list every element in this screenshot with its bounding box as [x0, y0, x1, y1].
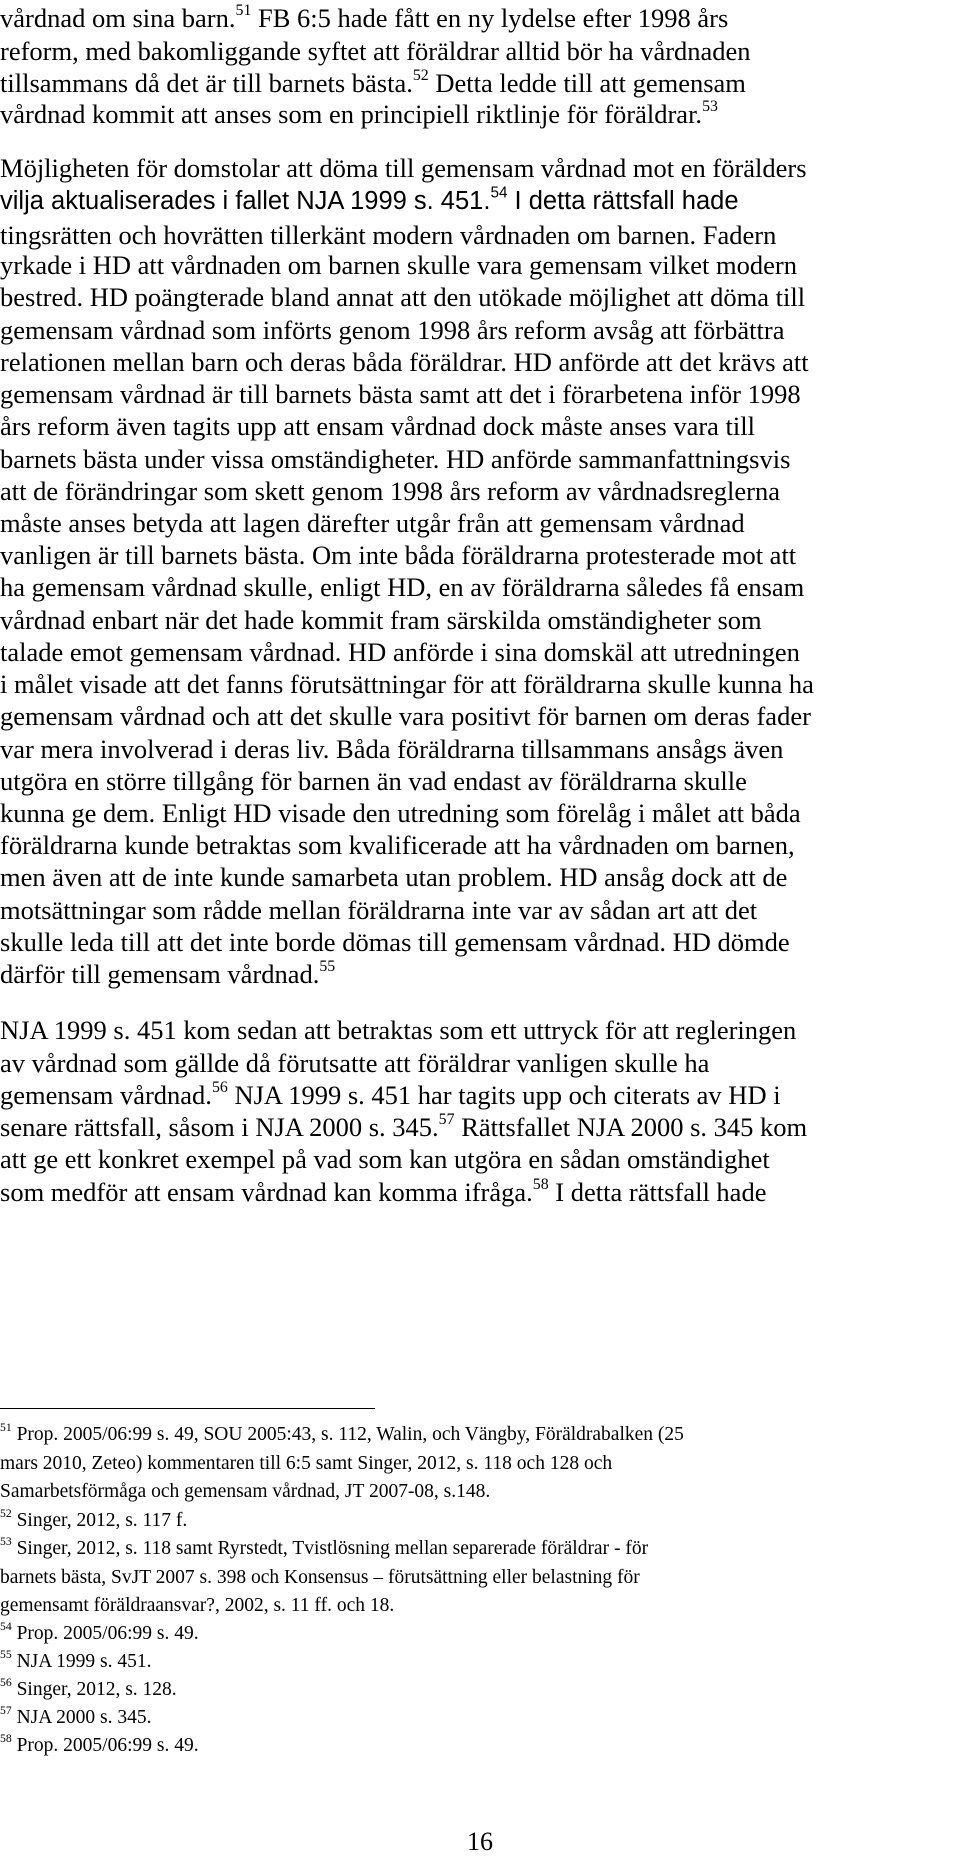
- body-line: skulle leda till att det inte borde dömas till gemensam vårdnad. HD dömde: [0, 927, 790, 957]
- body-line: kunna ge dem. Enligt HD visade den utredning som förelåg i målet att båda: [0, 798, 801, 828]
- footnote-number: 56: [0, 1676, 12, 1690]
- footnote-number: 53: [0, 1535, 12, 1549]
- text-run: NJA 1999 s. 451 har tagits upp och citerats av HD i: [227, 1080, 781, 1110]
- footnote-57: [0, 1705, 151, 1730]
- body-line: [0, 956, 335, 992]
- footnote-text: Singer, 2012, s. 117 f.: [11, 1510, 188, 1531]
- footnote-number: 51: [0, 1421, 12, 1435]
- footnote-number: 57: [0, 1704, 12, 1718]
- text-run: vårdnad om sina barn.: [0, 3, 236, 33]
- footnote-text: NJA 1999 s. 451.: [11, 1651, 152, 1672]
- footnote-52: [0, 1508, 187, 1533]
- footnote-53: [0, 1536, 648, 1561]
- body-line: NJA 1999 s. 451 kom sedan att betraktas som ett uttryck för att regleringen: [0, 1015, 797, 1045]
- footnote-58: [0, 1733, 199, 1758]
- footnote-ref-51[interactable]: 51: [235, 2, 252, 20]
- footnote-separator: [0, 1408, 375, 1409]
- footnote-text: Singer, 2012, s. 118 samt Ryrstedt, Tvistlösning mellan separerade föräldrar - för: [11, 1538, 649, 1559]
- body-line: av vårdnad som gällde då förutsatte att föräldrar vanligen skulle ha: [0, 1048, 710, 1078]
- body-line: gemensam vårdnad och att det skulle vara positivt för barnen om deras fader: [0, 701, 811, 731]
- body-line: att ge ett konkret exempel på vad som kan utgöra en sådan omständighet: [0, 1144, 770, 1174]
- body-line: [0, 0, 728, 36]
- footnote-line: barnets bästa, SvJT 2007 s. 398 och Konsensus – förutsättning eller belastning för: [0, 1567, 640, 1588]
- body-line: måste anses betyda att lagen därefter utgår från att gemensam vårdnad: [0, 508, 745, 538]
- footnote-ref-56[interactable]: 56: [211, 1079, 228, 1097]
- text-run: vårdnad kommit att anses som en principiell riktlinje för föräldrar.: [0, 99, 703, 129]
- body-line: vårdnad enbart när det hade kommit fram särskilda omständigheter som: [0, 605, 762, 635]
- body-line: [0, 1109, 807, 1145]
- footnote-ref-58[interactable]: 58: [532, 1176, 549, 1194]
- body-line: Möjligheten för domstolar att döma till gemensam vårdnad mot en förälders: [0, 153, 807, 183]
- body-line: års reform även tagits upp att ensam vårdnad dock måste anses vara till: [0, 411, 755, 441]
- text-run: gemensam vårdnad.: [0, 1080, 212, 1110]
- footnote-line: Samarbetsförmåga och gemensam vårdnad, JT 2007-08, s.148.: [0, 1481, 491, 1502]
- body-line: reform, med bakomliggande syftet att föräldrar alltid bör ha vårdnaden: [0, 36, 751, 66]
- footnote-54: [0, 1621, 199, 1646]
- body-line: var mera involverad i deras liv. Båda föräldrarna tillsammans ansågs även: [0, 734, 784, 764]
- footnote-number: 52: [0, 1507, 12, 1521]
- footnote-51: [0, 1422, 684, 1447]
- footnote-line: mars 2010, Zeteo) kommentaren till 6:5 samt Singer, 2012, s. 118 och 128 och: [0, 1453, 613, 1474]
- footnote-line: gemensamt föräldraansvar?, 2002, s. 11 ff. och 18.: [0, 1595, 395, 1616]
- body-line: tingsrätten och hovrätten tillerkänt modern vårdnaden om barnen. Fadern: [0, 220, 777, 250]
- body-line: [0, 1077, 781, 1113]
- body-line: relationen mellan barn och deras båda föräldrar. HD anförde att det krävs att: [0, 347, 809, 377]
- body-line: barnets bästa under vissa omständigheter. HD anförde sammanfattningsvis: [0, 444, 791, 474]
- body-line: motsättningar som rådde mellan föräldrarna inte var av sådan art att det: [0, 895, 758, 925]
- body-line: att de förändringar som skett genom 1998 års reform av vårdnadsreglerna: [0, 476, 781, 506]
- footnote-text: Prop. 2005/06:99 s. 49.: [11, 1623, 199, 1644]
- body-line: vanligen är till barnets bästa. Om inte båda föräldrarna protesterade mot att: [0, 540, 797, 570]
- page-number: 16: [467, 1827, 493, 1856]
- text-run: som medför att ensam vårdnad kan komma ifråga.: [0, 1177, 533, 1207]
- body-line: i målet visade att det fanns förutsättningar för att föräldrarna skulle kunna ha: [0, 669, 814, 699]
- text-run: Rättsfallet NJA 2000 s. 345 kom: [454, 1112, 808, 1142]
- body-line: talade emot gemensam vårdnad. HD anförde i sina domskäl att utredningen: [0, 637, 800, 667]
- footnote-ref-52[interactable]: 52: [412, 67, 429, 85]
- body-line: [0, 183, 739, 219]
- text-run: I detta rättsfall hade: [548, 1177, 767, 1207]
- body-line: men även att de inte kunde samarbeta utan problem. HD ansåg dock att de: [0, 862, 788, 892]
- body-line: gemensam vårdnad är till barnets bästa samt att det i förarbetena inför 1998: [0, 379, 801, 409]
- footnote-number: 58: [0, 1732, 12, 1746]
- body-line: utgöra en större tillgång för barnen än vad endast av föräldrarna skulle: [0, 766, 747, 796]
- footnote-text: NJA 2000 s. 345.: [11, 1707, 152, 1728]
- footnote-ref-54[interactable]: 54: [490, 184, 508, 202]
- body-line: [0, 1174, 766, 1210]
- text-run: vilja aktualiserades i fallet NJA 1999 s. 451.: [0, 187, 491, 215]
- footnote-text: Singer, 2012, s. 128.: [11, 1679, 177, 1700]
- body-line: bestred. HD poängterade bland annat att den utökade möjlighet att döma till: [0, 282, 806, 312]
- footnote-55: [0, 1649, 151, 1674]
- text-run: I detta rättsfall hade: [507, 187, 739, 215]
- footnote-text: Prop. 2005/06:99 s. 49.: [11, 1735, 199, 1756]
- body-line: [0, 96, 718, 132]
- footnote-number: 54: [0, 1620, 12, 1634]
- body-line: yrkade i HD att vårdnaden om barnen skulle vara gemensam vilket modern: [0, 250, 797, 280]
- footnote-ref-53[interactable]: 53: [702, 98, 718, 116]
- footnote-56: [0, 1677, 177, 1702]
- footnote-text: Prop. 2005/06:99 s. 49, SOU 2005:43, s. 112, Walin, och Vängby, Föräldrabalken (25: [11, 1424, 684, 1445]
- text-run: därför till gemensam vårdnad.: [0, 959, 320, 989]
- body-line: föräldrarna kunde betraktas som kvalificerade att ha vårdnaden om barnen,: [0, 830, 795, 860]
- text-run: FB 6:5 hade fått en ny lydelse efter 1998 års: [251, 3, 729, 33]
- text-run: tillsammans då det är till barnets bästa.: [0, 68, 413, 98]
- footnote-number: 55: [0, 1648, 12, 1662]
- footnote-ref-55[interactable]: 55: [319, 958, 336, 976]
- text-run: Detta ledde till att gemensam: [428, 68, 746, 98]
- footnote-ref-57[interactable]: 57: [438, 1111, 455, 1129]
- body-line: ha gemensam vårdnad skulle, enligt HD, en av föräldrarna således få ensam: [0, 572, 805, 602]
- body-line: gemensam vårdnad som införts genom 1998 års reform avsåg att förbättra: [0, 315, 785, 345]
- text-run: senare rättsfall, såsom i NJA 2000 s. 345.: [0, 1112, 439, 1142]
